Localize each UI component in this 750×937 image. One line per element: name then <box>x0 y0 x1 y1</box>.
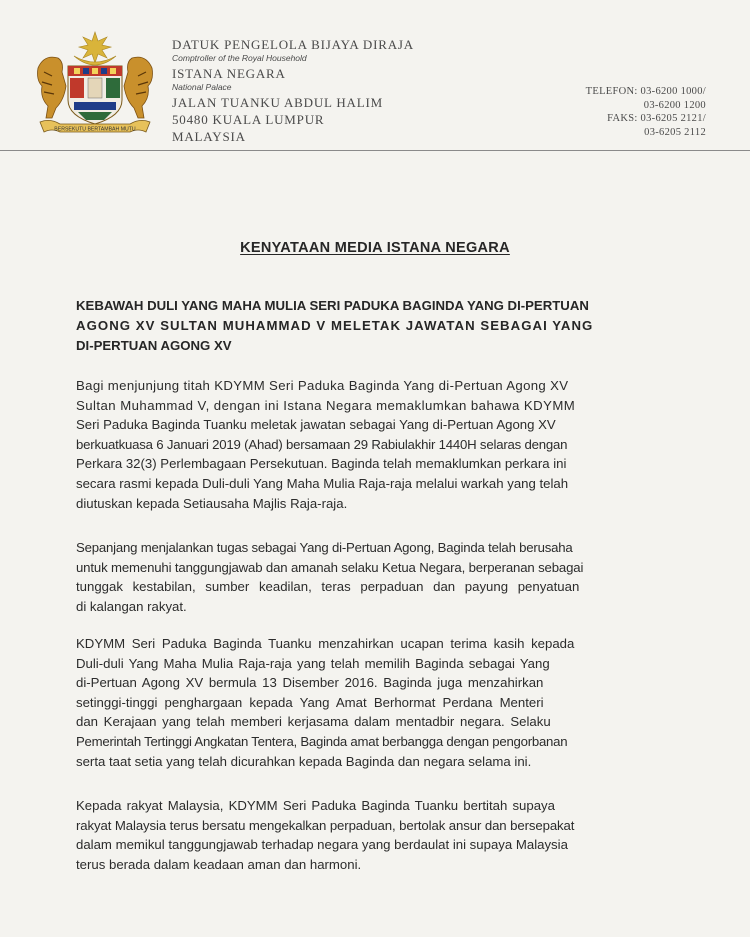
subject-line: AGONG XV SULTAN MUHAMMAD V MELETAK JAWATAN SEBAGAI YANG <box>76 318 594 333</box>
paragraph-line: Kepada rakyat Malaysia, KDYMM Seri Paduka Baginda Tuanku bertitah supaya <box>76 798 555 813</box>
telephone-line-2: 03-6200 1200 <box>643 99 706 111</box>
address-line-3: MALAYSIA <box>172 129 246 144</box>
paragraph-line: untuk memenuhi tanggungjawab dan amanah selaku Ketua Negara, berperanan sebagai <box>76 559 584 575</box>
paragraph-line: di-Pertuan Agong XV bermula 13 Disember 2016. Baginda juga menzahirkan <box>76 675 544 691</box>
paragraph-line: di kalangan rakyat. <box>76 598 187 614</box>
paragraph-line: rakyat Malaysia terus bersatu mengekalkan perpaduan, bertolak ansur dan bersepakat <box>76 817 575 833</box>
paragraph-line: Sultan Muhammad V, dengan ini Istana Negara memaklumkan bahawa KDYMM <box>76 397 576 413</box>
office-title-en: Comptroller of the Royal Household <box>172 53 307 63</box>
paragraph-1 <box>76 376 666 513</box>
fax-line-1: FAKS: 03-6205 2121/ <box>607 113 706 124</box>
office-title: DATUK PENGELOLA BIJAYA DIRAJA <box>172 37 414 52</box>
subject-line: KEBAWAH DULI YANG MAHA MULIA SERI PADUKA BAGINDA YANG DI-PERTUAN <box>76 298 589 313</box>
paragraph-line: KDYMM Seri Paduka Baginda Tuanku menzahirkan ucapan terima kasih kepada <box>76 636 575 651</box>
address-line-2: 50480 KUALA LUMPUR <box>172 112 325 127</box>
paragraph-line: dan Kerajaan yang telah memberi kerjasama dalam mentadbir negara. Selaku <box>76 714 551 730</box>
paragraph-line: Perkara 32(3) Perlembagaan Persekutuan. Baginda telah memaklumkan perkara ini <box>76 456 567 472</box>
palace-name: ISTANA NEGARA <box>172 66 286 81</box>
paragraph-2 <box>76 538 666 616</box>
paragraph-line: secara rasmi kepada Duli-duli Yang Maha Mulia Raja-raja melalui warkah yang telah <box>76 475 569 491</box>
paragraph-line: Seri Paduka Baginda Tuanku meletak jawatan sebagai Yang di-Pertuan Agong XV <box>76 417 556 433</box>
paragraph-line: setinggi-tinggi penghargaan kepada Yang Amat Berhormat Perdana Menteri <box>76 694 544 710</box>
telephone-line-1: TELEFON: 03-6200 1000/ <box>585 86 706 97</box>
paragraph-4 <box>76 796 666 874</box>
crest-motto: BERSEKUTU BERTAMBAH MUTU <box>54 126 136 133</box>
contact-block <box>506 85 706 139</box>
palace-name-en: National Palace <box>172 82 232 92</box>
coat-of-arms-logo <box>30 28 160 140</box>
subject-line: DI-PERTUAN AGONG XV <box>76 338 232 353</box>
paragraph-line: Pemerintah Tertinggi Angkatan Tentera, Baginda amat berbangga dengan pengorbanan <box>76 733 568 749</box>
paragraph-line: terus berada dalam keadaan aman dan harmoni. <box>76 856 362 872</box>
statement-title: KENYATAAN MEDIA ISTANA NEGARA <box>240 240 510 256</box>
paragraph-line: berkuatkuasa 6 Januari 2019 (Ahad) bersamaan 29 Rabiulakhir 1440H selaras dengan <box>76 436 568 452</box>
paragraph-3 <box>76 634 666 771</box>
paragraph-line: Bagi menjunjung titah KDYMM Seri Paduka Baginda Yang di-Pertuan Agong XV <box>76 378 569 393</box>
letterhead-address-block <box>172 36 502 145</box>
fax-line-2: 03-6205 2112 <box>644 126 706 138</box>
paragraph-line: diutuskan kepada Setiausaha Majlis Raja-raja. <box>76 495 348 511</box>
statement-subject <box>76 296 666 356</box>
paragraph-line: Duli-duli Yang Maha Mulia Raja-raja yang telah memilih Baginda sebagai Yang <box>76 655 550 671</box>
paragraph-line: serta taat setia yang telah dicurahkan kepada Baginda dan negara selama ini. <box>76 753 532 769</box>
paragraph-line: dalam memikul tanggungjawab terhadap negara yang berdaulat ini supaya Malaysia <box>76 837 568 853</box>
address-line-1: JALAN TUANKU ABDUL HALIM <box>172 95 383 110</box>
paragraph-line: tunggak kestabilan, sumber keadilan, teras perpaduan dan payung penyatuan <box>76 579 580 595</box>
letterhead-divider <box>0 150 750 151</box>
paragraph-line: Sepanjang menjalankan tugas sebagai Yang di-Pertuan Agong, Baginda telah berusaha <box>76 540 573 555</box>
